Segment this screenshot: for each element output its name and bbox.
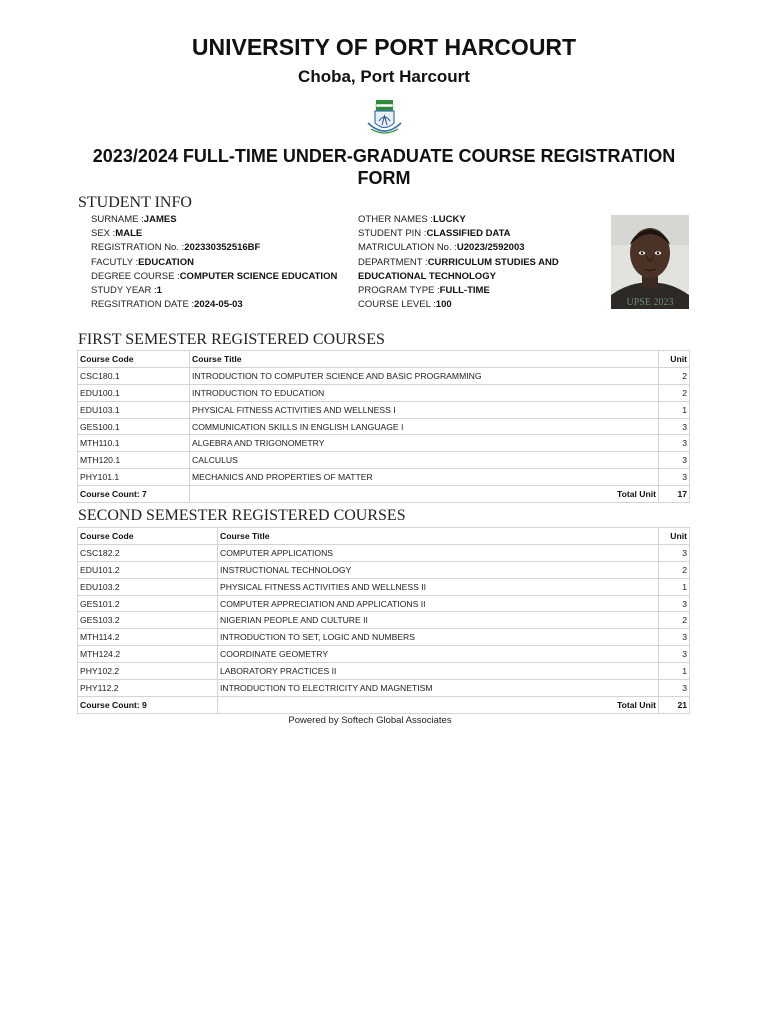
course-code-cell: GES100.1 [78,418,190,435]
faculty-field: FACUTLY :EDUCATION [91,256,194,268]
table-header-row [78,351,690,368]
unit-cell: 3 [659,452,690,469]
total-unit-label: Total Unit [190,486,659,503]
course-title-cell: PHYSICAL FITNESS ACTIVITIES AND WELLNESS II [218,578,659,595]
total-unit-value: 17 [659,486,690,503]
course-code-cell: PHY112.2 [78,680,218,697]
table-row [78,401,690,418]
unit-cell: 3 [659,680,690,697]
course-code-cell: MTH110.1 [78,435,190,452]
study-year-field: STUDY YEAR :1 [91,285,162,297]
table-row [78,561,690,578]
table-row [78,469,690,486]
table-footer-row [78,486,690,503]
registration-date-field: REGSITRATION DATE :2024-05-03 [91,299,243,311]
student-info-right-column [358,213,603,312]
form-title: 2023/2024 FULL-TIME UNDER-GRADUATE COURSE REGISTRATION FORM [92,146,676,188]
course-title-cell: INTRODUCTION TO EDUCATION [190,384,659,401]
course-title-cell: PHYSICAL FITNESS ACTIVITIES AND WELLNESS I [190,401,659,418]
table-footer-row [78,696,690,713]
course-code-cell: GES101.2 [78,595,218,612]
course-code-cell: EDU103.2 [78,578,218,595]
unit-cell: 3 [659,469,690,486]
course-title-cell: INTRODUCTION TO SET, LOGIC AND NUMBERS [218,629,659,646]
table-row [78,435,690,452]
sex-field: SEX :MALE [91,228,143,240]
course-level-field: COURSE LEVEL :100 [358,299,452,311]
unit-cell: 2 [659,384,690,401]
course-title-cell: INTRODUCTION TO COMPUTER SCIENCE AND BASIC PROGRAMMING [190,367,659,384]
course-count: Course Count: 7 [78,486,190,503]
table-row [78,663,690,680]
course-code-cell: MTH120.1 [78,452,190,469]
other-names-field: OTHER NAMES :LUCKY [358,214,466,225]
university-crest-icon [366,99,403,137]
table-row [78,595,690,612]
second-semester-table [77,527,690,714]
course-count: Course Count: 9 [78,696,218,713]
column-header-unit: Unit [659,528,690,545]
unit-cell: 3 [659,629,690,646]
course-code-cell: EDU101.2 [78,561,218,578]
university-location: Choba, Port Harcourt [298,67,470,86]
table-row [78,578,690,595]
unit-cell: 2 [659,612,690,629]
unit-cell: 3 [659,595,690,612]
course-title-cell: NIGERIAN PEOPLE AND CULTURE II [218,612,659,629]
table-row [78,612,690,629]
unit-cell: 1 [659,663,690,680]
column-header-course-code: Course Code [78,351,190,368]
course-code-cell: PHY101.1 [78,469,190,486]
footer-powered-by: Powered by Softech Global Associates [288,715,452,726]
table-row [78,544,690,561]
course-title-cell: CALCULUS [190,452,659,469]
course-code-cell: EDU100.1 [78,384,190,401]
table-header-row [78,528,690,545]
first-semester-heading: FIRST SEMESTER REGISTERED COURSES [78,331,385,348]
second-semester-heading: SECOND SEMESTER REGISTERED COURSES [78,507,406,524]
course-code-cell: MTH114.2 [78,629,218,646]
course-code-cell: CSC180.1 [78,367,190,384]
table-row [78,367,690,384]
table-row [78,680,690,697]
column-header-unit: Unit [659,351,690,368]
university-name: UNIVERSITY OF PORT HARCOURT [191,34,577,60]
table-row [78,418,690,435]
course-code-cell: PHY102.2 [78,663,218,680]
registration-number-field: REGISTRATION No. :202330352516BF [91,242,261,254]
unit-cell: 1 [659,401,690,418]
course-code-cell: GES103.2 [78,612,218,629]
course-title-cell: ALGEBRA AND TRIGONOMETRY [190,435,659,452]
course-title-cell: INTRODUCTION TO ELECTRICITY AND MAGNETISM [218,680,659,697]
student-info-left-column [91,213,346,312]
unit-cell: 3 [659,418,690,435]
course-code-cell: MTH124.2 [78,646,218,663]
total-unit-label: Total Unit [218,696,659,713]
unit-cell: 2 [659,367,690,384]
student-info-heading: STUDENT INFO [78,194,192,211]
student-pin-field: STUDENT PIN :CLASSIFIED DATA [358,228,511,240]
unit-cell: 2 [659,561,690,578]
unit-cell: 3 [659,544,690,561]
column-header-course-code: Course Code [78,528,218,545]
course-title-cell: LABORATORY PRACTICES II [218,663,659,680]
course-title-cell: INSTRUCTIONAL TECHNOLOGY [218,561,659,578]
course-title-cell: COMPUTER APPLICATIONS [218,544,659,561]
course-title-cell: COMMUNICATION SKILLS IN ENGLISH LANGUAGE I [190,418,659,435]
program-type-field: PROGRAM TYPE :FULL-TIME [358,285,490,297]
course-code-cell: CSC182.2 [78,544,218,561]
table-row [78,646,690,663]
surname-field: SURNAME :JAMES [91,214,177,225]
matriculation-number-field: MATRICULATION No. :U2023/2592003 [358,242,525,254]
total-unit-value: 21 [659,696,690,713]
column-header-course-title: Course Title [190,351,659,368]
degree-course-field: DEGREE COURSE :COMPUTER SCIENCE EDUCATION [91,270,338,282]
course-title-cell: MECHANICS AND PROPERTIES OF MATTER [190,469,659,486]
course-code-cell: EDU103.1 [78,401,190,418]
course-title-cell: COORDINATE GEOMETRY [218,646,659,663]
course-title-cell: COMPUTER APPRECIATION AND APPLICATIONS II [218,595,659,612]
photo-watermark: UPSE 2023 [626,297,674,308]
table-row [78,629,690,646]
student-photo [611,215,689,309]
unit-cell: 3 [659,435,690,452]
unit-cell: 1 [659,578,690,595]
first-semester-table [77,350,690,503]
unit-cell: 3 [659,646,690,663]
table-row [78,384,690,401]
department-field: DEPARTMENT :CURRICULUM STUDIES AND EDUCATIONAL TECHNOLOGY [358,256,559,282]
table-row [78,452,690,469]
column-header-course-title: Course Title [218,528,659,545]
